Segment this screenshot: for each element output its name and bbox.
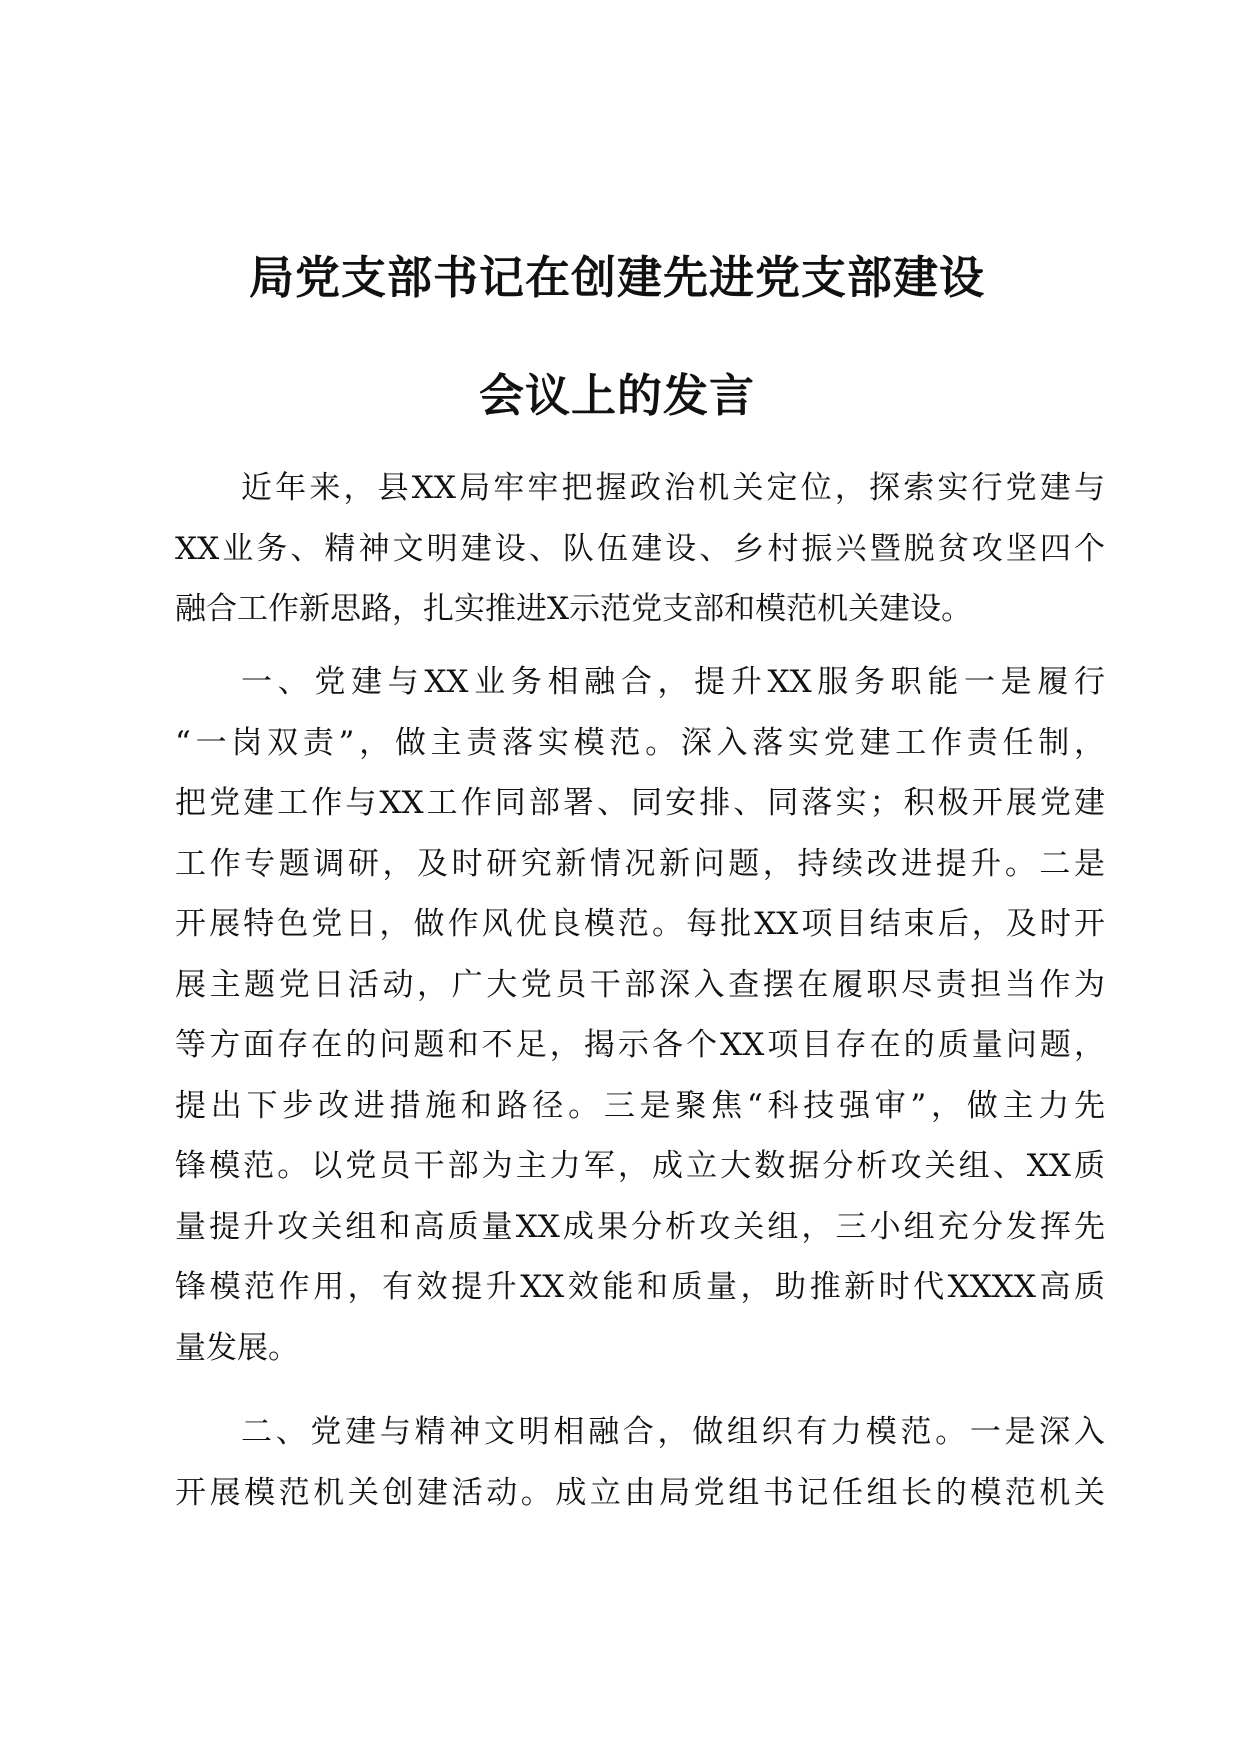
- text-line: 锋模范作用，有效提升XX效能和质量，助推新时代XXXX高质: [175, 1269, 1105, 1305]
- text-line: 提出下步改进措施和路径。三是聚焦“科技强审”，做主力先: [175, 1087, 1105, 1124]
- text-line: 展主题党日活动，广大党员干部深入查摆在履职尽责担当作为: [175, 966, 1105, 1003]
- text-line: 工作专题调研，及时研究新情况新问题，持续改进提升。二是: [175, 845, 1105, 882]
- text-line: 一、党建与XX业务相融合，提升XX服务职能一是履行: [241, 664, 1105, 700]
- document-title-line-2: 会议上的发言: [478, 369, 755, 422]
- text-line: 近年来，县XX局牢牢把握政治机关定位，探索实行党建与: [241, 470, 1105, 506]
- paragraph-intro: [175, 458, 1105, 640]
- text-line: 开展模范机关创建活动。成立由局党组书记任组长的模范机关: [175, 1474, 1105, 1511]
- text-line: “一岗双责”，做主责落实模范。深入落实党建工作责任制，: [175, 724, 1105, 761]
- text-line: 二、党建与精神文明相融合，做组织有力模范。一是深入: [241, 1414, 1105, 1450]
- document-title-line-1: 局党支部书记在创建先进党支部建设: [248, 251, 985, 304]
- text-line: 等方面存在的问题和不足，揭示各个XX项目存在的质量问题，: [175, 1027, 1105, 1063]
- text-line: 量发展。: [175, 1329, 299, 1366]
- text-line: 量提升攻关组和高质量XX成果分析攻关组，三小组充分发挥先: [175, 1208, 1105, 1245]
- text-line: 把党建工作与XX工作同部署、同安排、同落实；积极开展党建: [175, 785, 1105, 821]
- text-line: 开展特色党日，做作风优良模范。每批XX项目结束后，及时开: [175, 906, 1105, 942]
- text-line: 融合工作新思路，扎实推进X示范党支部和模范机关建设。: [175, 591, 973, 627]
- paragraph-section-1: [175, 652, 1105, 1378]
- paragraph-section-2: [175, 1402, 1105, 1523]
- text-line: 锋模范。以党员干部为主力军，成立大数据分析攻关组、XX质: [175, 1148, 1105, 1184]
- text-line: XX业务、精神文明建设、队伍建设、乡村振兴暨脱贫攻坚四个: [175, 530, 1105, 567]
